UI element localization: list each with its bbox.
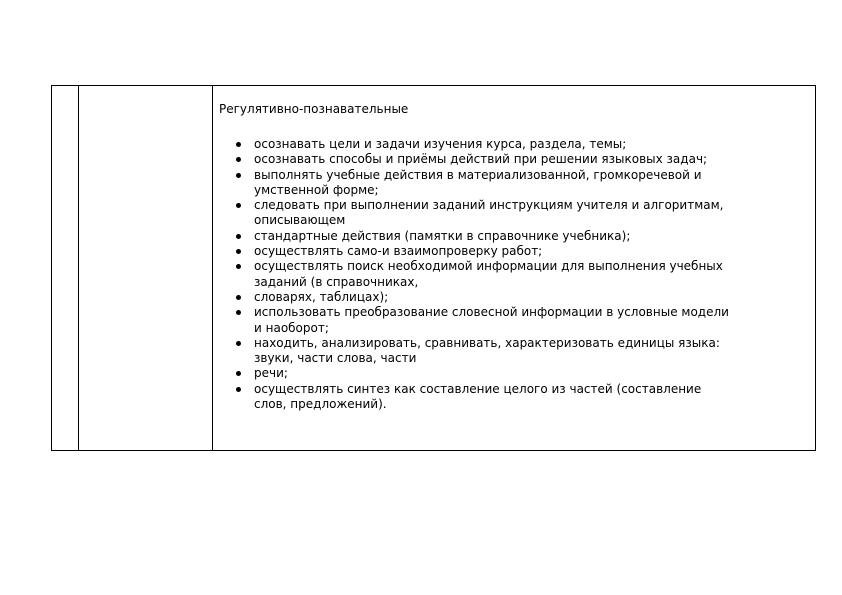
skills-list (236, 137, 811, 412)
bullet-icon (236, 249, 241, 254)
bullet-icon (236, 203, 241, 208)
bullet-icon (236, 264, 241, 269)
bullet-icon (236, 157, 241, 162)
list-item: осуществлять поиск необходимой информации для выполнения учебных заданий (в справочниках, (236, 259, 811, 290)
bullet-icon (236, 142, 241, 147)
list-item: осуществлять синтез как составление целого из частей (составление слов, предложений). (236, 382, 811, 413)
list-item: речи; (236, 366, 811, 381)
bullet-icon (236, 310, 241, 315)
list-item: следовать при выполнении заданий инструкциям учителя и алгоритмам, описывающем (236, 198, 811, 229)
list-item: осознавать цели и задачи изучения курса, раздела, темы; (236, 137, 811, 152)
list-item: осуществлять само-и взаимопроверку работ; (236, 244, 811, 259)
table-cell-number (52, 86, 79, 450)
list-item: осознавать способы и приёмы действий при решении языковых задач; (236, 152, 811, 167)
bullet-icon (236, 341, 241, 346)
bullet-icon (236, 371, 241, 376)
list-item: находить, анализировать, сравнивать, характеризовать единицы языка: звуки, части слова, части (236, 336, 811, 367)
bullet-icon (236, 234, 241, 239)
bullet-icon (236, 295, 241, 300)
list-item: выполнять учебные действия в материализованной, громкоречевой и умственной форме; (236, 168, 811, 199)
list-item: использовать преобразование словесной информации в условные модели и наоборот; (236, 305, 811, 336)
list-item: стандартные действия (памятки в справочнике учебника); (236, 229, 811, 244)
bullet-icon (236, 387, 241, 392)
list-item: словарях, таблицах); (236, 290, 811, 305)
table-cell-content (213, 86, 815, 450)
table-cell-topic (79, 86, 213, 450)
document-table (51, 85, 816, 451)
section-title: Регулятивно-познавательные (219, 102, 409, 116)
bullet-icon (236, 173, 241, 178)
